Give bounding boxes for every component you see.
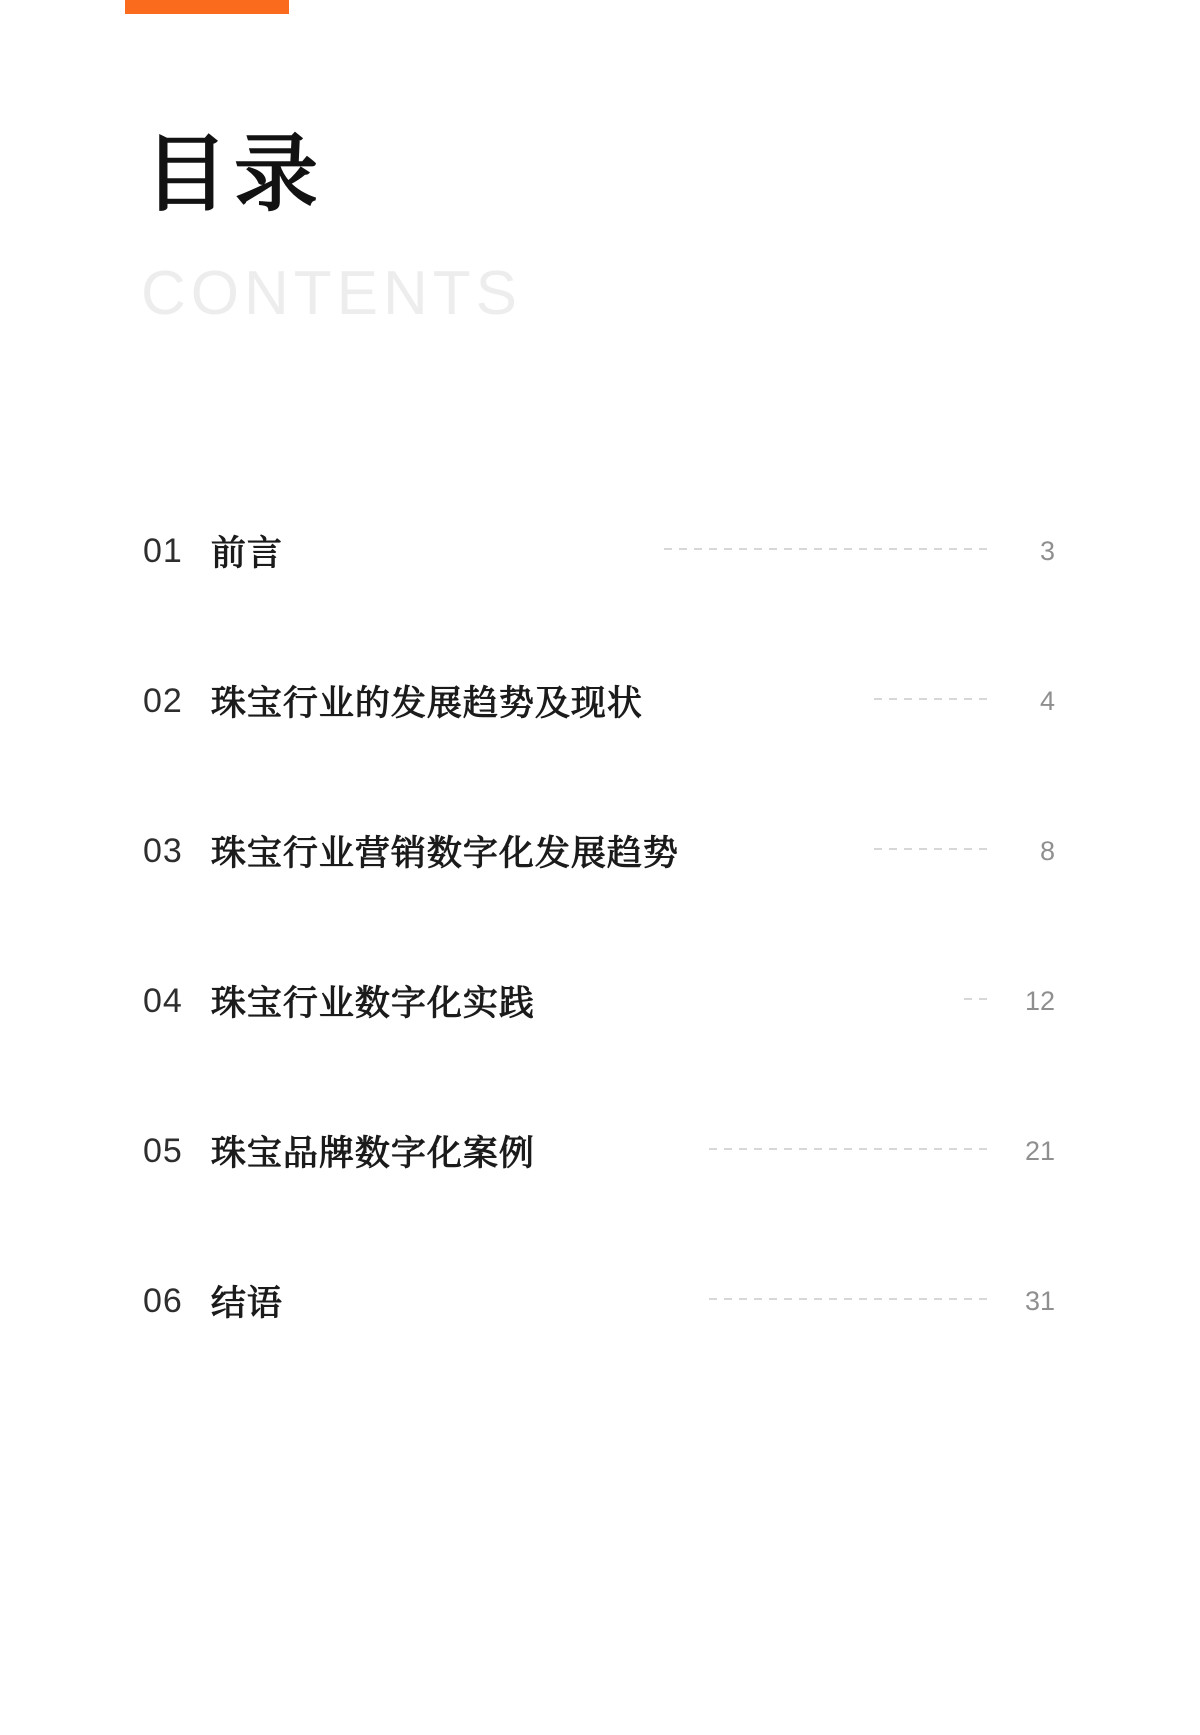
toc-leader-dashes: [874, 848, 987, 850]
toc-item-title: 珠宝行业营销数字化发展趋势: [210, 834, 679, 873]
toc-leader-dashes: [664, 548, 987, 550]
toc-list: [143, 476, 1055, 1376]
accent-bar: [125, 0, 289, 14]
toc-item-number: 05: [143, 1131, 183, 1170]
toc-item-number: 02: [143, 681, 183, 720]
toc-page-number: 12: [1024, 985, 1055, 1016]
toc-page-number: 21: [1024, 1135, 1055, 1166]
toc-item-title: 前言: [210, 534, 283, 573]
toc-item-number: 04: [143, 981, 183, 1020]
toc-page-number: 4: [1039, 685, 1055, 716]
toc-item-title: 珠宝行业数字化实践: [210, 984, 535, 1023]
toc-item-title: 珠宝品牌数字化案例: [210, 1134, 535, 1173]
toc-page-number: 3: [1039, 535, 1055, 566]
toc-item[interactable]: [143, 626, 1055, 776]
toc-page-number: 8: [1039, 835, 1055, 866]
page-subtitle: CONTENTS: [141, 259, 522, 328]
toc-item-number: 06: [143, 1281, 183, 1320]
toc-item[interactable]: [143, 926, 1055, 1076]
toc-item[interactable]: [143, 1226, 1055, 1376]
toc-leader-dashes: [709, 1148, 987, 1150]
toc-leader-dashes: [709, 1298, 987, 1300]
toc-leader-dashes: [874, 698, 987, 700]
toc-page-number: 31: [1024, 1285, 1055, 1316]
toc-item-number: 01: [143, 531, 183, 570]
toc-item-title: 珠宝行业的发展趋势及现状: [210, 684, 643, 723]
toc-leader-dashes: [964, 998, 987, 1000]
page-title: 目录: [144, 127, 325, 221]
toc-item[interactable]: [143, 1076, 1055, 1226]
toc-item-number: 03: [143, 831, 183, 870]
toc-item[interactable]: [143, 776, 1055, 926]
toc-item[interactable]: [143, 476, 1055, 626]
toc-item-title: 结语: [210, 1284, 283, 1323]
